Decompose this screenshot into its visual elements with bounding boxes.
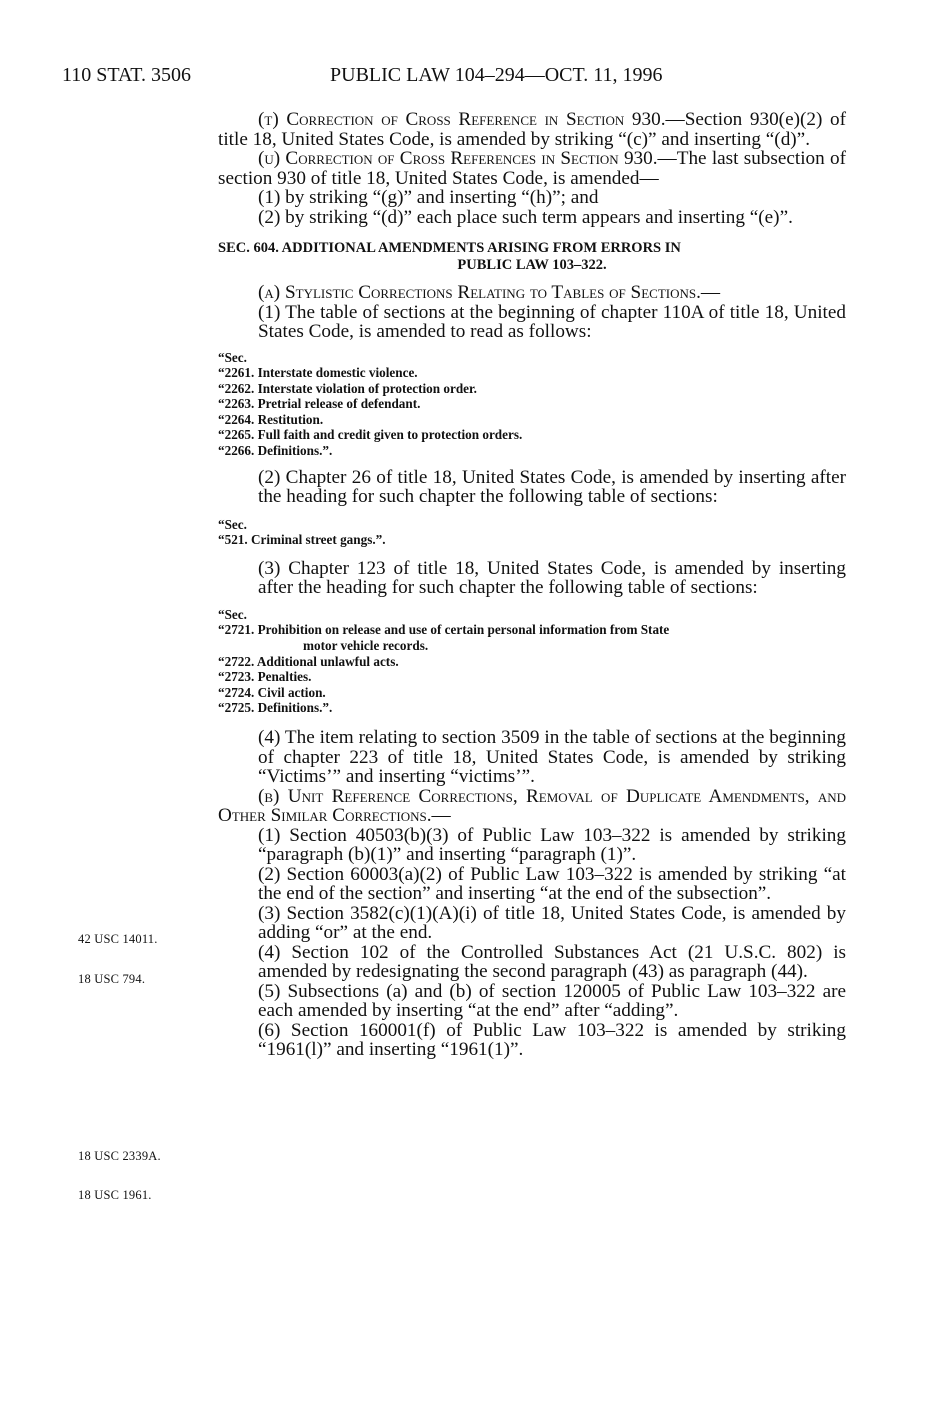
toc-line: “2263. Pretrial release of defendant.	[218, 396, 421, 412]
toc-line-continuation: motor vehicle records.	[303, 638, 429, 654]
subsection-b-item-1: (1) Section 40503(b)(3) of Public Law 103–322 is amended by striking “paragraph (b)(1)” and inserting “paragraph (1)”.	[258, 824, 846, 865]
toc-line: “2721. Prohibition on release and use of certain personal information from State	[218, 622, 670, 638]
page-body	[218, 110, 846, 1060]
margin-note: 18 USC 794.	[78, 972, 146, 986]
paragraph-3: (3) Chapter 123 of title 18, United States Code, is amended by inserting after the heading for such chapter the following table of sections:	[258, 557, 846, 599]
subsection-b-item-3: (3) Section 3582(c)(1)(A)(i) of title 18, United States Code, is amended by adding “or” at the end.	[258, 902, 846, 943]
toc-line: “2723. Penalties.	[218, 669, 312, 685]
subsection-b-heading: (b) Unit Reference Corrections, Removal of Duplicate Amendments, and Other Similar Corrections.—	[218, 785, 846, 826]
subsection-b-item-2: (2) Section 60003(a)(2) of Public Law 103–322 is amended by striking “at the end of the section” and inserting “at the end of the subsection”.	[258, 863, 846, 904]
toc-line: “Sec.	[218, 606, 247, 622]
toc-line: “2262. Interstate violation of protection order.	[218, 380, 477, 396]
subsection-a-heading: (a) Stylistic Corrections Relating to Tables of Sections.—	[258, 282, 721, 303]
running-header: PUBLIC LAW 104–294—OCT. 11, 1996	[330, 64, 663, 86]
paragraph-1: (1) The table of sections at the beginning of chapter 110A of title 18, United States Code, is amended to read as follows:	[258, 301, 846, 342]
table-of-sections-123	[218, 607, 846, 716]
toc-line: “Sec.	[218, 516, 247, 532]
margin-note: 18 USC 2339A.	[78, 1149, 161, 1163]
subsection-t: (t) Correction of Cross Reference in Section 930.—Section 930(e)(2) of title 18, United States Code, is amended by striking “(c)” and inserting “(d)”.	[218, 109, 846, 150]
paragraph-2: (2) Chapter 26 of title 18, United States Code, is amended by inserting after the heading for such chapter the following table of sections:	[258, 466, 846, 508]
table-of-sections-110A	[218, 350, 846, 459]
toc-line: “2265. Full faith and credit given to protection orders.	[218, 427, 523, 443]
subsection-b-item-6: (6) Section 160001(f) of Public Law 103–322 is amended by striking “1961(l)” and inserting “1961(1)”.	[258, 1019, 846, 1060]
paragraph-4: (4) The item relating to section 3509 in the table of sections at the beginning of chapter 223 of title 18, United States Code, is amended by striking “Victims’” and inserting “victims’”.	[258, 727, 846, 787]
toc-line: “2264. Restitution.	[218, 411, 324, 427]
toc-line: “2261. Interstate domestic violence.	[218, 365, 418, 381]
subsection-b-item-4: (4) Section 102 of the Controlled Substances Act (21 U.S.C. 802) is amended by redesignating the second paragraph (43) as paragraph (44).	[258, 941, 846, 982]
page-number: 110 STAT. 3506	[62, 64, 191, 86]
subsection-u-item-1: (1) by striking “(g)” and inserting “(h)”; and	[258, 187, 599, 208]
toc-line: “2722. Additional unlawful acts.	[218, 653, 399, 669]
subsection-u: (u) Correction of Cross References in Section 930.—The last subsection of section 930 of title 18, United States Code, is amended—	[218, 148, 846, 189]
subsection-u-item-2: (2) by striking “(d)” each place such term appears and inserting “(e)”.	[258, 206, 793, 228]
toc-line: “Sec.	[218, 349, 247, 365]
toc-line: “521. Criminal street gangs.”.	[218, 532, 386, 548]
margin-note: 42 USC 14011.	[78, 932, 158, 946]
subsection-b-item-5: (5) Subsections (a) and (b) of section 120005 of Public Law 103–322 are each amended by inserting “at the end” after “adding”.	[258, 980, 846, 1021]
toc-line: “2266. Definitions.”.	[218, 443, 333, 459]
section-604-heading: SEC. 604. ADDITIONAL AMENDMENTS ARISING FROM ERRORS IN PUBLIC LAW 103–322.	[218, 240, 681, 273]
toc-line: “2725. Definitions.”.	[218, 700, 333, 716]
toc-line: “2724. Civil action.	[218, 684, 326, 700]
table-of-sections-26	[218, 517, 846, 548]
margin-note: 18 USC 1961.	[78, 1188, 152, 1202]
